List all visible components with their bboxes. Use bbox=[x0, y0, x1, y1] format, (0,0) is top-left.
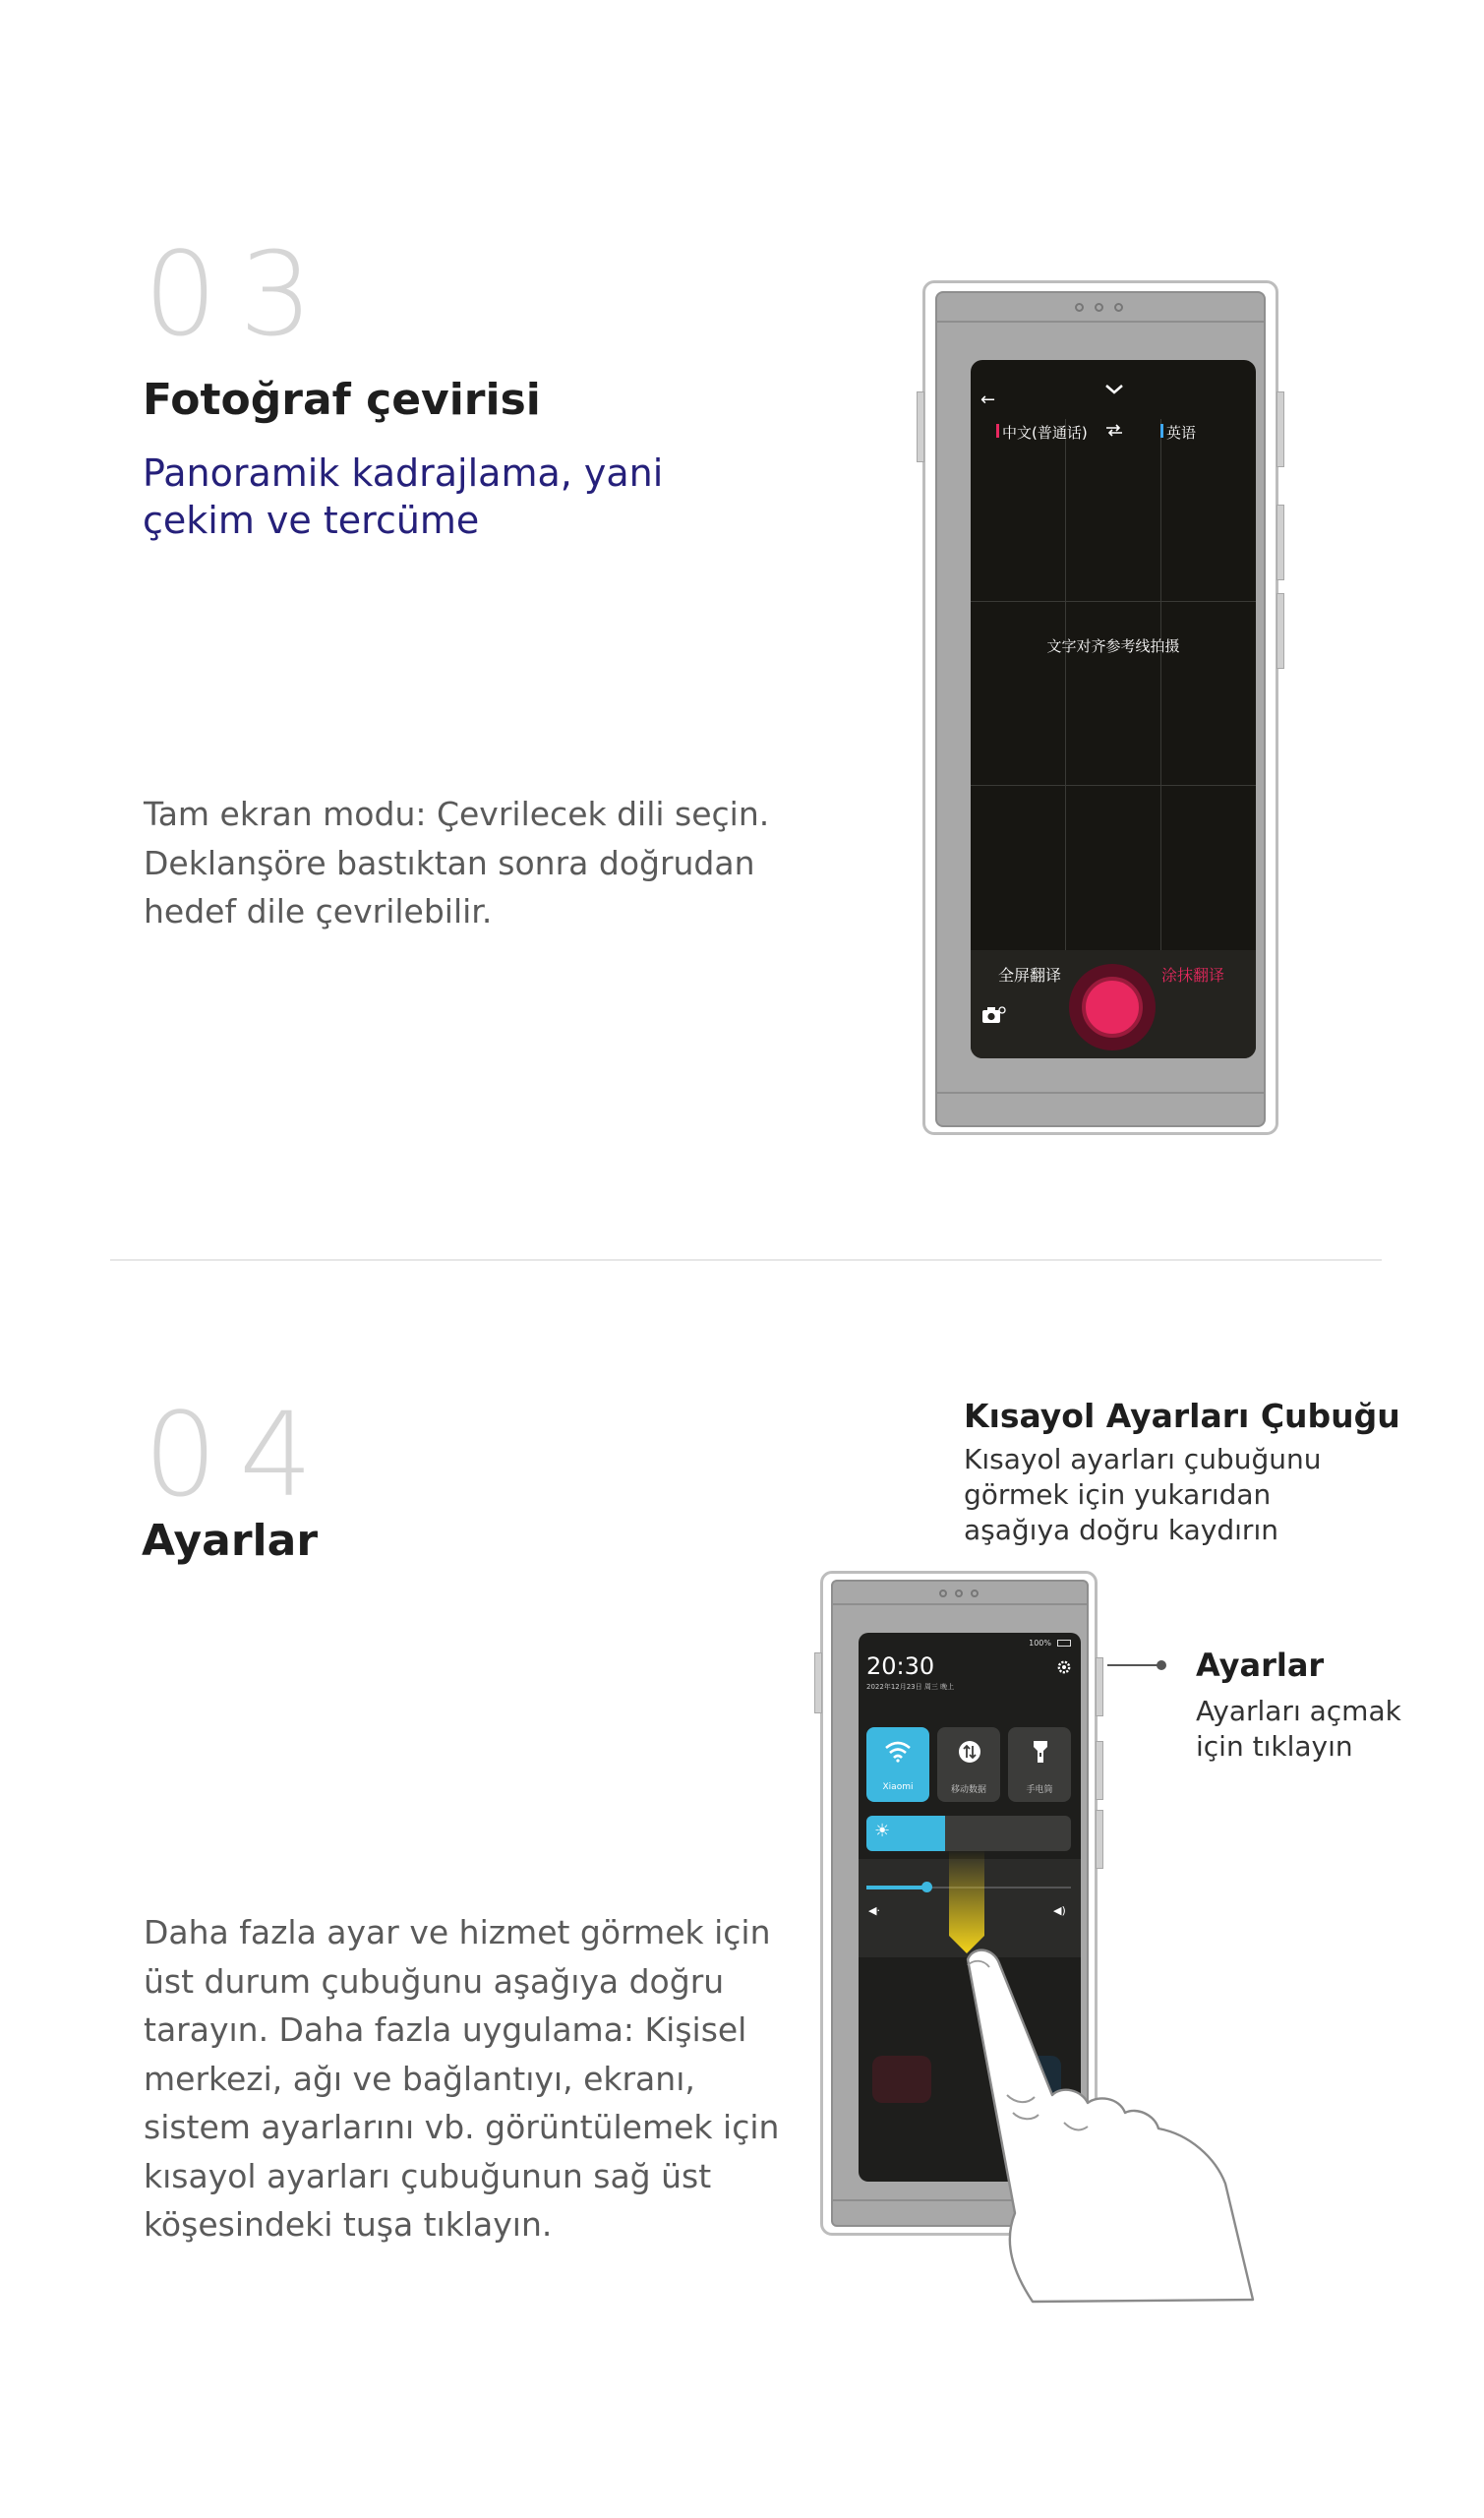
description-line: kısayol ayarları çubuğunun sağ üst bbox=[144, 2156, 712, 2195]
callout-settings-title: Ayarlar bbox=[1196, 1647, 1325, 1684]
speaker-dot bbox=[939, 1589, 947, 1597]
device-side-button bbox=[917, 391, 924, 462]
description-line: sistem ayarlarını vb. görüntülemek için bbox=[144, 2108, 780, 2146]
callout-line: Ayarları açmak bbox=[1196, 1695, 1401, 1727]
description-line: tarayın. Daha fazla uygulama: Kişisel bbox=[144, 2010, 747, 2049]
section-title: Ayarlar bbox=[142, 1516, 319, 1566]
callout-line: Kısayol ayarları çubuğunu bbox=[964, 1443, 1322, 1475]
mobile-data-label: 移动数据 bbox=[950, 1785, 986, 1795]
description-line: Daha fazla ayar ve hizmet görmek için bbox=[144, 1913, 771, 1951]
shutter-button[interactable] bbox=[1082, 977, 1143, 1038]
dimmed-mic-button bbox=[872, 2056, 931, 2103]
description-line: üst durum çubuğunu aşağıya doğru bbox=[144, 1961, 725, 2001]
device-side-button bbox=[1096, 1810, 1103, 1869]
callout-shortcut-bar-title: Kısayol Ayarları Çubuğu bbox=[964, 1397, 1400, 1435]
device-body bbox=[935, 291, 1266, 1127]
device-top-seam bbox=[937, 321, 1264, 323]
subtitle-line: Panoramik kadrajlama, yani bbox=[143, 451, 664, 495]
device-top-seam bbox=[833, 1603, 1087, 1605]
description-line: Tam ekran modu: Çevrilecek dili seçin. bbox=[144, 795, 770, 833]
translator-device-illustration bbox=[922, 280, 1278, 1135]
device-side-button bbox=[1096, 1657, 1103, 1716]
battery-icon bbox=[1057, 1640, 1071, 1647]
section-description bbox=[144, 790, 769, 936]
callout-line: aşağıya doğru kaydırın bbox=[964, 1513, 1278, 1546]
guide-text: 文字对齐参考线拍摄 bbox=[1046, 637, 1180, 655]
section-title: Fotoğraf çevirisi bbox=[143, 375, 541, 425]
date-text: 2022年12月23日 周三 晚上 bbox=[866, 1683, 955, 1691]
device-side-button bbox=[1276, 593, 1284, 669]
volume-track-fill bbox=[866, 1886, 927, 1889]
mobile-data-tile[interactable] bbox=[937, 1727, 1000, 1802]
section-number: 03 bbox=[144, 226, 335, 362]
device-side-button bbox=[1276, 391, 1284, 467]
chevron-down-icon[interactable] bbox=[1104, 384, 1124, 395]
wifi-tile[interactable] bbox=[866, 1727, 929, 1802]
description-line: Deklanşöre bastıktan sonra doğrudan bbox=[144, 843, 755, 882]
callout-line: görmek için yukarıdan bbox=[964, 1477, 1272, 1511]
section-divider bbox=[110, 1259, 1382, 1261]
swap-arrows-icon[interactable] bbox=[1104, 423, 1124, 437]
camera-switch-icon[interactable] bbox=[980, 1005, 1006, 1025]
speaker-dot bbox=[1095, 303, 1103, 312]
target-lang-marker bbox=[1160, 424, 1163, 438]
battery-percent: 100% bbox=[1029, 1639, 1051, 1648]
grid-line bbox=[971, 785, 1256, 786]
camera-translation-screen bbox=[971, 360, 1256, 1058]
speaker-dot bbox=[1075, 303, 1084, 312]
callout-shortcut-bar-text bbox=[964, 1442, 1321, 1547]
flashlight-label: 手电筒 bbox=[1026, 1785, 1053, 1795]
wifi-tile-label: Xiaomi bbox=[882, 1782, 914, 1792]
volume-thumb[interactable] bbox=[921, 1882, 932, 1892]
grid-line bbox=[971, 601, 1256, 602]
section-subtitle bbox=[143, 450, 663, 544]
callout-line: için tıklayın bbox=[1196, 1729, 1353, 1763]
grid-line bbox=[1065, 419, 1066, 1009]
speaker-dot bbox=[1114, 303, 1123, 312]
grid-line bbox=[1160, 419, 1161, 1009]
mobile-data-icon bbox=[957, 1739, 982, 1765]
volume-high-icon: ◀) bbox=[1053, 1904, 1066, 1917]
source-lang-marker bbox=[996, 424, 999, 438]
speaker-dot bbox=[971, 1589, 979, 1597]
target-language[interactable]: 英语 bbox=[1166, 424, 1197, 442]
back-arrow-icon[interactable]: ← bbox=[980, 390, 996, 410]
finger-hand-illustration bbox=[944, 1948, 1278, 2311]
settings-gear-icon[interactable] bbox=[1057, 1660, 1071, 1674]
flashlight-icon bbox=[1032, 1739, 1049, 1765]
description-line: hedef dile çevrilebilir. bbox=[144, 892, 493, 930]
speaker-dot bbox=[955, 1589, 963, 1597]
subtitle-line: çekim ve tercüme bbox=[143, 498, 480, 542]
description-line: köşesindeki tuşa tıklayın. bbox=[144, 2205, 553, 2244]
volume-low-icon: ◀· bbox=[868, 1904, 880, 1917]
description-line: merkezi, ağı ve bağlantıyı, ekranı, bbox=[144, 2059, 695, 2098]
callout-settings-text bbox=[1196, 1694, 1401, 1765]
swipe-down-arrow-icon bbox=[947, 1849, 986, 1957]
source-language[interactable]: 中文(普通话) bbox=[1002, 424, 1088, 442]
clock-time: 20:30 bbox=[866, 1652, 935, 1680]
device-side-button bbox=[1276, 505, 1284, 580]
device-bottom-seam bbox=[937, 1092, 1264, 1094]
mode-smear[interactable]: 涂抹翻译 bbox=[1161, 966, 1225, 985]
mode-full-screen[interactable]: 全屏翻译 bbox=[998, 966, 1062, 985]
wifi-icon bbox=[884, 1739, 912, 1763]
device-side-button bbox=[1096, 1741, 1103, 1800]
section-description bbox=[144, 1908, 779, 2249]
section-number: 04 bbox=[144, 1387, 335, 1523]
callout-leader-line bbox=[1107, 1664, 1160, 1666]
device-side-button bbox=[814, 1652, 822, 1713]
brightness-icon: ☀ bbox=[874, 1821, 891, 1841]
callout-leader-dot bbox=[1157, 1660, 1166, 1670]
flashlight-tile[interactable] bbox=[1008, 1727, 1071, 1802]
